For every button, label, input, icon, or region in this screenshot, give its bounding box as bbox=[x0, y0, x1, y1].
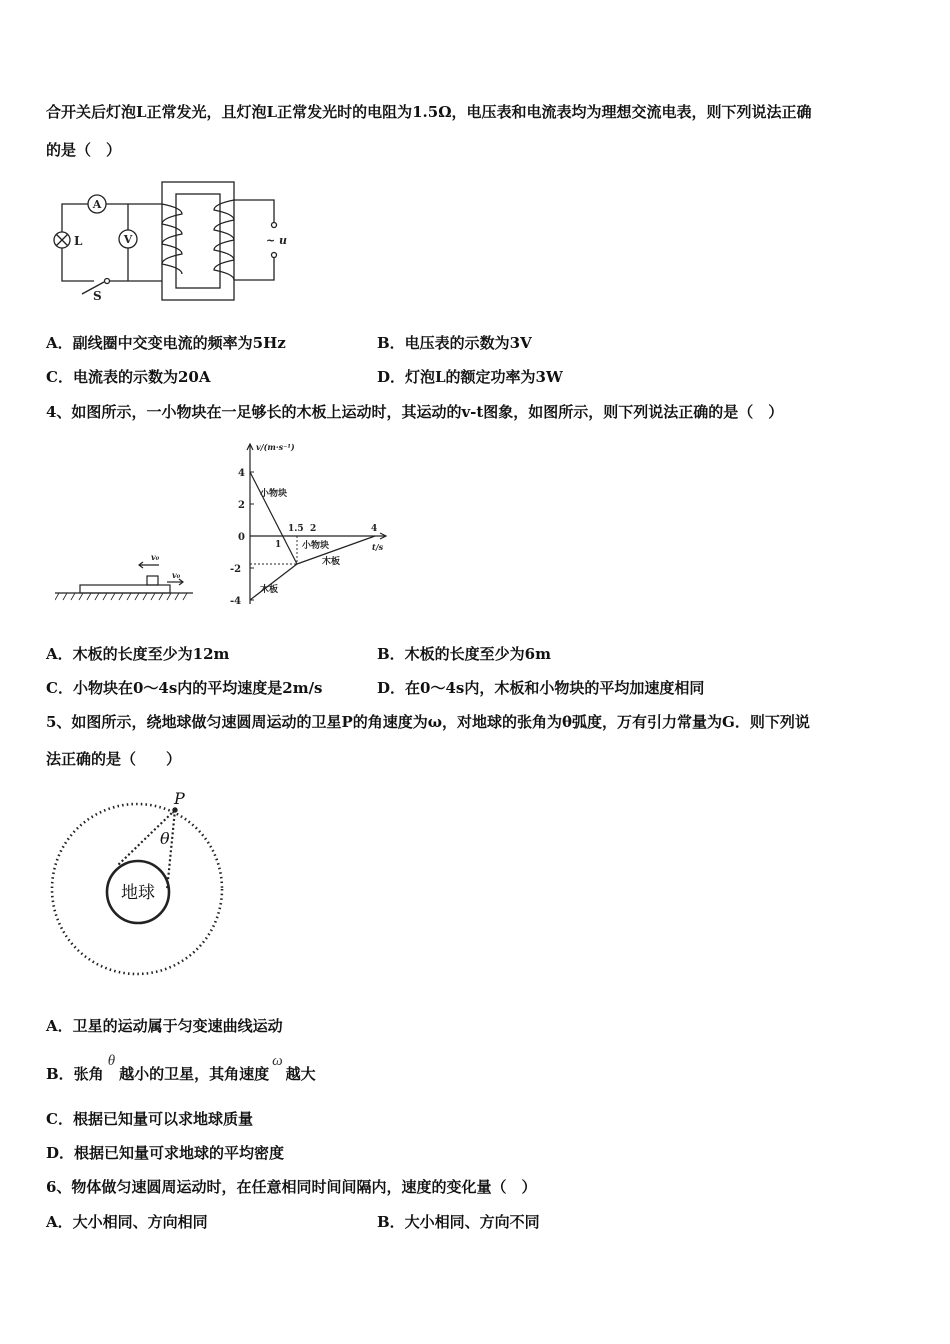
y-tick-neg2: -2 bbox=[230, 564, 242, 575]
switch-contact bbox=[105, 279, 110, 284]
theta-symbol: θ bbox=[107, 1053, 116, 1069]
q5-option-b-middle: 越小的卫星，其角速度 bbox=[119, 1065, 270, 1083]
q4-option-a[interactable]: A．木板的长度至少为12m bbox=[46, 645, 230, 663]
q4-option-b[interactable]: B．木板的长度至少为6m bbox=[377, 645, 551, 663]
x-tick-2: 2 bbox=[310, 524, 317, 534]
q4-option-d[interactable]: D．在0～4s内，木板和小物块的平均加速度相同 bbox=[377, 679, 705, 697]
block-velocity-label: v₀ bbox=[151, 552, 160, 562]
vt-graph-figure bbox=[222, 438, 394, 610]
satellite-point bbox=[173, 808, 177, 812]
q5-option-b-prefix: B．张角 bbox=[46, 1065, 104, 1083]
q6-option-a[interactable]: A．大小相同、方向相同 bbox=[46, 1213, 208, 1231]
q6-option-b[interactable]: B．大小相同、方向不同 bbox=[377, 1213, 540, 1231]
block-on-board-figure bbox=[55, 548, 195, 604]
primary-top-wire bbox=[234, 200, 274, 222]
q5-option-b[interactable] bbox=[46, 1054, 316, 1094]
tangent-line-right bbox=[167, 810, 175, 890]
transformer-core-outer bbox=[162, 182, 234, 300]
board-line-label-2: 木板 bbox=[260, 585, 279, 595]
satellite-label: P bbox=[174, 789, 185, 808]
secondary-coil bbox=[162, 204, 182, 274]
q3-option-b[interactable]: B．电压表的示数为3V bbox=[377, 334, 532, 352]
q5-option-c[interactable]: C．根据已知量可以求地球质量 bbox=[46, 1110, 253, 1128]
board bbox=[80, 585, 170, 593]
small-block bbox=[147, 576, 158, 585]
satellite-orbit-figure bbox=[46, 786, 232, 982]
block-line-label-2: 小物块 bbox=[302, 541, 330, 551]
y-tick-0: 0 bbox=[238, 532, 245, 543]
ammeter-label: A bbox=[92, 198, 102, 211]
q3-stem-line2: 的是（ ） bbox=[46, 141, 122, 159]
x-axis-label: t/s bbox=[372, 542, 384, 552]
primary-coil bbox=[214, 200, 234, 280]
q3-stem-line1: 合开关后灯泡L正常发光，且灯泡L正常发光时的电阻为1.5Ω，电压表和电流表均为理想交流电表，则下列说法正确 bbox=[46, 103, 812, 121]
y-tick-4: 4 bbox=[238, 468, 245, 479]
x-tick-1-5: 1.5 bbox=[288, 524, 304, 534]
lamp-label: L bbox=[74, 234, 83, 248]
board-velocity-label: v₀ bbox=[172, 570, 181, 580]
omega-symbol: ω bbox=[272, 1053, 283, 1069]
angle-label: θ bbox=[160, 829, 170, 848]
block-vt-line bbox=[250, 472, 297, 564]
earth-label: 地球 bbox=[121, 883, 155, 903]
y-tick-neg4: -4 bbox=[230, 596, 242, 607]
source-label: ~ u bbox=[266, 234, 288, 247]
q3-option-d[interactable]: D．灯泡L的额定功率为3W bbox=[377, 368, 563, 386]
board-line-label: 木板 bbox=[322, 557, 341, 567]
q6-stem: 6、物体做匀速圆周运动时，在任意相同时间间隔内，速度的变化量（ ） bbox=[46, 1178, 537, 1196]
q3-option-c[interactable]: C．电流表的示数为20A bbox=[46, 368, 211, 386]
q4-option-c[interactable]: C．小物块在0～4s内的平均速度是2m/s bbox=[46, 679, 323, 697]
q5-option-a[interactable]: A．卫星的运动属于匀变速曲线运动 bbox=[46, 1017, 283, 1035]
q5-option-d[interactable]: D．根据已知量可求地球的平均密度 bbox=[46, 1144, 285, 1162]
q5-stem-line2: 法正确的是（ ） bbox=[46, 750, 182, 768]
block-line-label: 小物块 bbox=[260, 489, 288, 499]
x-tick-1: 1 bbox=[275, 540, 282, 550]
switch-label: S bbox=[93, 289, 102, 303]
x-tick-4: 4 bbox=[371, 524, 378, 534]
primary-bottom-wire bbox=[234, 258, 274, 280]
q5-option-b-suffix: 越大 bbox=[285, 1065, 316, 1083]
y-tick-2: 2 bbox=[238, 500, 245, 511]
q3-option-a[interactable]: A．副线圈中交变电流的频率为5Hz bbox=[46, 334, 286, 352]
voltmeter-label: V bbox=[123, 233, 133, 246]
y-axis-label: v/(m·s⁻¹) bbox=[256, 442, 295, 452]
q4-stem: 4、如图所示，一小物块在一足够长的木板上运动时，其运动的v-t图象，如图所示，则下列说法正确的是（ ） bbox=[46, 403, 784, 421]
q5-stem-line1: 5、如图所示，绕地球做匀速圆周运动的卫星P的角速度为ω，对地球的张角为θ弧度，万有引力常量为G．则下列说 bbox=[46, 713, 810, 731]
transformer-circuit-figure bbox=[46, 178, 306, 306]
